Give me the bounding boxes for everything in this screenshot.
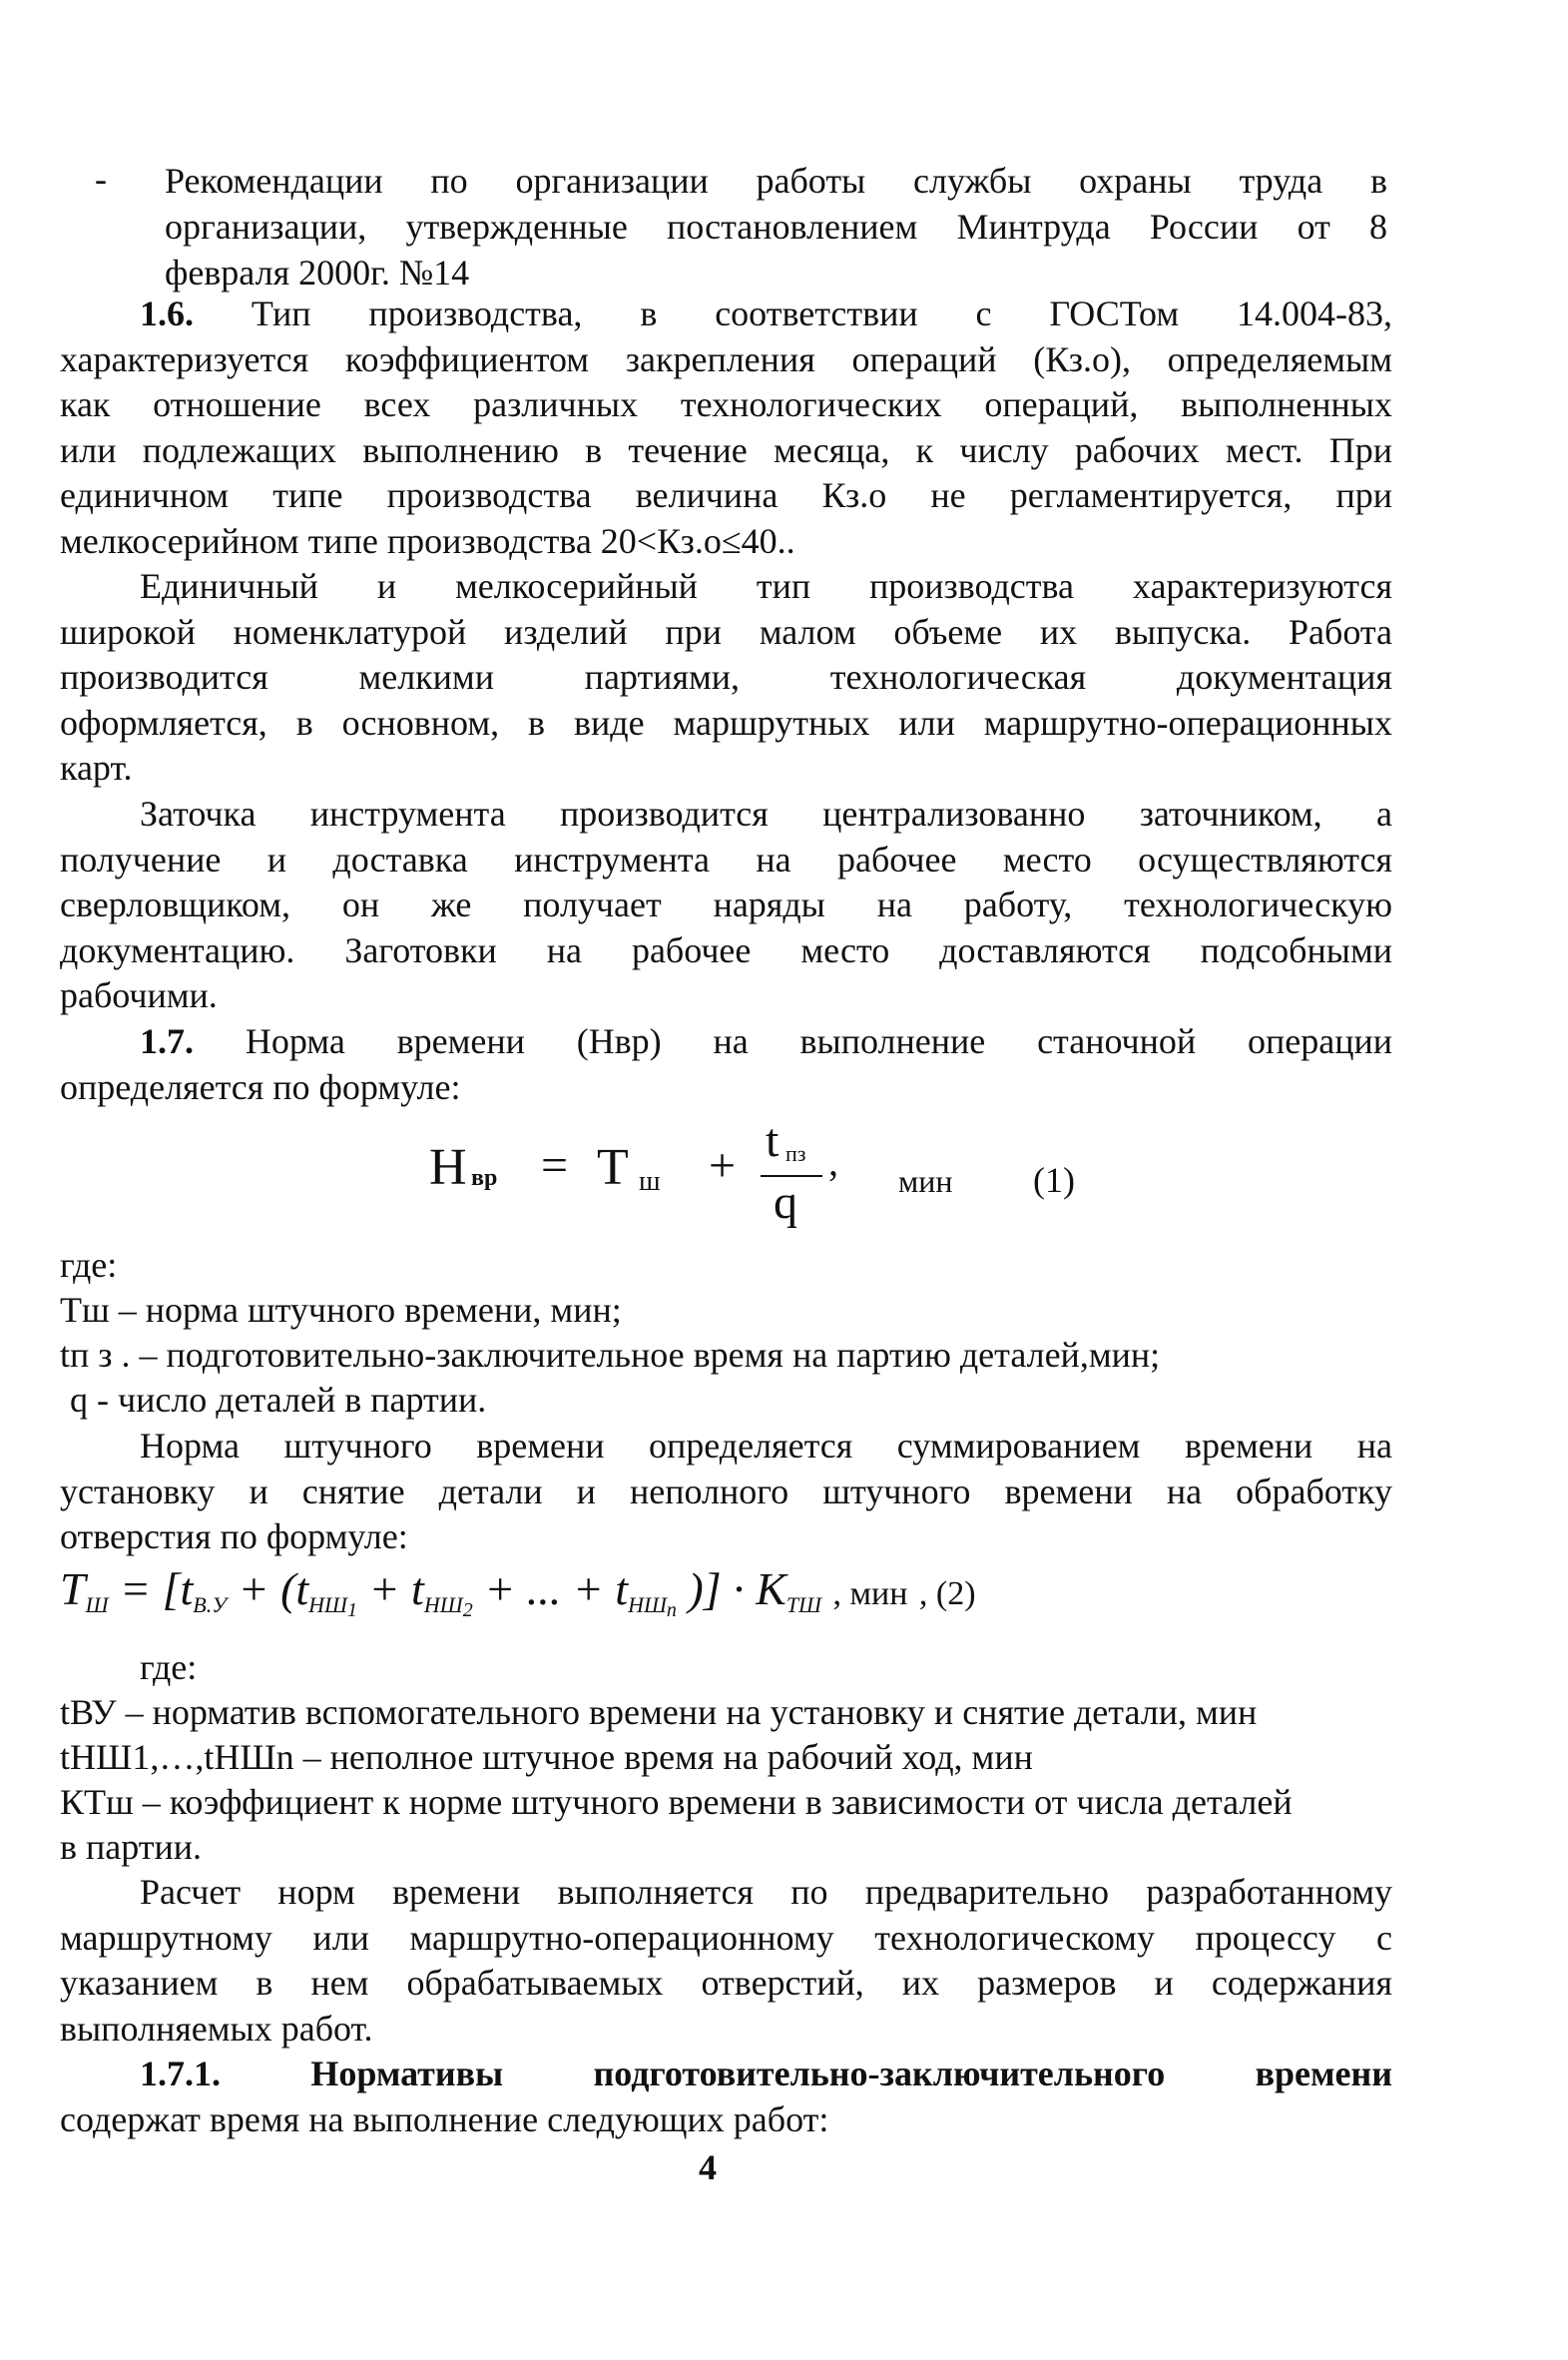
text-line: широкой номенклатурой изделий при малом объеме их выпуска. Работа — [60, 611, 1392, 652]
formula2-tvu-sub: В.У — [193, 1592, 228, 1617]
legend-item: tНШ1,…,tНШn – неполное штучное время на рабочий ход, мин — [60, 1737, 1033, 1777]
text-line: отверстия по формуле: — [60, 1516, 408, 1556]
formula2-t2-index: 2 — [462, 1599, 473, 1621]
text-line: или подлежащих выполнению в течение месяца, к числу рабочих мест. При — [60, 429, 1392, 470]
text-line: сверловщиком, он же получает наряды на работу, технологическую — [60, 885, 1392, 924]
formula2-unit: , мин — [832, 1575, 908, 1612]
formula-plus: + — [709, 1139, 737, 1192]
text-line: выполняемых работ. — [60, 2008, 373, 2049]
text-line: как отношение всех различных технологических операций, выполненных — [60, 384, 1392, 424]
text-line: организации, утвержденные постановлением Минтруда России от 8 — [165, 207, 1387, 247]
formula2-close: )] · K — [688, 1563, 786, 1614]
formula2-t1-index: 1 — [347, 1599, 358, 1621]
formula-t-sub: ш — [639, 1166, 661, 1197]
legend-item: q - число деталей в партии. — [70, 1380, 487, 1420]
text-line — [60, 2052, 1392, 2097]
text-line: оформляется, в основном, в виде маршрутных или маршрутно-операционных — [60, 702, 1392, 743]
text-line: документацию. Заготовки на рабочее место доставляются подсобными — [60, 929, 1392, 970]
bullet-paragraph — [165, 158, 1387, 295]
text-line: содержат время на выполнение следующих работ: — [60, 2098, 829, 2139]
legend-item: КТш – коэффициент к норме штучного времени в зависимости от числа деталей — [60, 1782, 1293, 1822]
paragraph-piece-time — [60, 1424, 1392, 1560]
formula2-plus1: + (t — [238, 1563, 309, 1614]
paragraph-1-7-1 — [60, 2052, 1392, 2142]
formula2-k-sub: ТШ — [785, 1592, 821, 1617]
text-line: указанием в нем обрабатываемых отверстий, их размеров и содержания — [60, 1963, 1392, 2003]
formula-2-legend — [60, 1645, 1392, 1870]
paragraph-sharpening — [60, 792, 1392, 1019]
formula2-tn-sub: НШ — [628, 1592, 667, 1617]
legend-item: в партии. — [60, 1827, 203, 1867]
legend-item: tВУ – норматив вспомогательного времени на установку и снятие детали, мин — [60, 1692, 1258, 1732]
paragraph-1-6 — [60, 292, 1392, 564]
legend-item: Тш – норма штучного времени, мин; — [60, 1290, 622, 1330]
formula-unit: мин — [898, 1163, 953, 1199]
formula2-t1-sub: НШ — [308, 1592, 348, 1617]
text-line — [60, 1019, 1392, 1065]
text-line: получение и доставка инструмента на рабочее место осуществляются — [60, 839, 1392, 880]
formula-2 — [60, 1562, 1258, 1642]
text-line: маршрутному или маршрутно-операционному технологическому процессу с — [60, 1917, 1392, 1958]
section-number: 1.7. — [140, 1021, 194, 1061]
where-label: где: — [60, 1245, 118, 1285]
text-line: Норма штучного времени определяется суммированием времени на — [140, 1426, 1392, 1466]
text-line: мелкосерийном типе производства 20<Кз.о≤40.. — [60, 520, 795, 561]
page-number: 4 — [699, 2147, 717, 2187]
text-line: Единичный и мелкосерийный тип производства характеризуются — [140, 566, 1392, 606]
text-line: февраля 2000г. №14 — [165, 253, 470, 293]
text-line: рабочими. — [60, 975, 218, 1015]
text-line: Заточка инструмента производится централизованно заточником, а — [140, 794, 1392, 834]
text-line-content: Норма времени (Нвр) на выполнение станочной операции — [245, 1021, 1393, 1061]
text-line: Рекомендации по организации работы службы охраны труда в — [165, 161, 1387, 201]
text-line: Расчет норм времени выполняется по предварительно разработанному — [140, 1872, 1392, 1912]
where-label: где: — [140, 1647, 198, 1687]
text-line: карт. — [60, 748, 133, 788]
formula2-lhs: T — [60, 1563, 86, 1614]
text-line: единичном типе производства величина Кз.о не регламентируется, при — [60, 475, 1392, 515]
text-line: производится мелкими партиями, технологическая документация — [60, 657, 1392, 697]
formula2-eq: = [t — [120, 1563, 194, 1614]
formula-1-legend — [60, 1243, 1392, 1423]
formula2-tn-index: n — [666, 1599, 677, 1621]
text-line: характеризуется коэффициентом закрепления операций (Кз.о), определяемым — [60, 338, 1392, 379]
formula-numerator: t — [766, 1114, 780, 1167]
paragraph-1-7 — [60, 1019, 1392, 1110]
formula2-plus2: + t — [368, 1563, 424, 1614]
text-line: установку и снятие детали и неполного штучного времени на обработку — [60, 1471, 1392, 1511]
formula2-dots: + ... + t — [484, 1563, 629, 1614]
text-line: определяется по формуле: — [60, 1066, 461, 1107]
formula-numerator-sub: пз — [785, 1141, 806, 1166]
section-number: 1.7.1. — [140, 2054, 221, 2093]
bullet-dash: - — [95, 159, 107, 199]
formula-t: Т — [597, 1139, 629, 1196]
formula-denominator: q — [774, 1176, 797, 1229]
formula2-lhs-sub: Ш — [85, 1592, 109, 1617]
formula-1 — [429, 1113, 1128, 1243]
section-number: 1.6. — [140, 294, 194, 333]
formula-equals: = — [541, 1139, 569, 1192]
text-line-content: Нормативы подготовительно-заключительного времени — [310, 2054, 1392, 2093]
formula2-t2-sub: НШ — [423, 1592, 463, 1617]
formula-lhs-sub: вр — [471, 1165, 498, 1191]
paragraph-calculation — [60, 1870, 1392, 2052]
paragraph-single-production — [60, 564, 1392, 792]
text-line-content: Тип производства, в соответствии с ГОСТом 14.004-83, — [251, 294, 1393, 333]
formula-lhs: Н — [429, 1139, 467, 1196]
text-line — [60, 292, 1392, 337]
formula2-tag: , (2) — [918, 1575, 976, 1612]
legend-item: tп з . – подготовительно-заключительное время на партию деталей,мин; — [60, 1335, 1161, 1375]
formula-tag: (1) — [1033, 1160, 1075, 1200]
formula-comma: , — [828, 1139, 838, 1184]
